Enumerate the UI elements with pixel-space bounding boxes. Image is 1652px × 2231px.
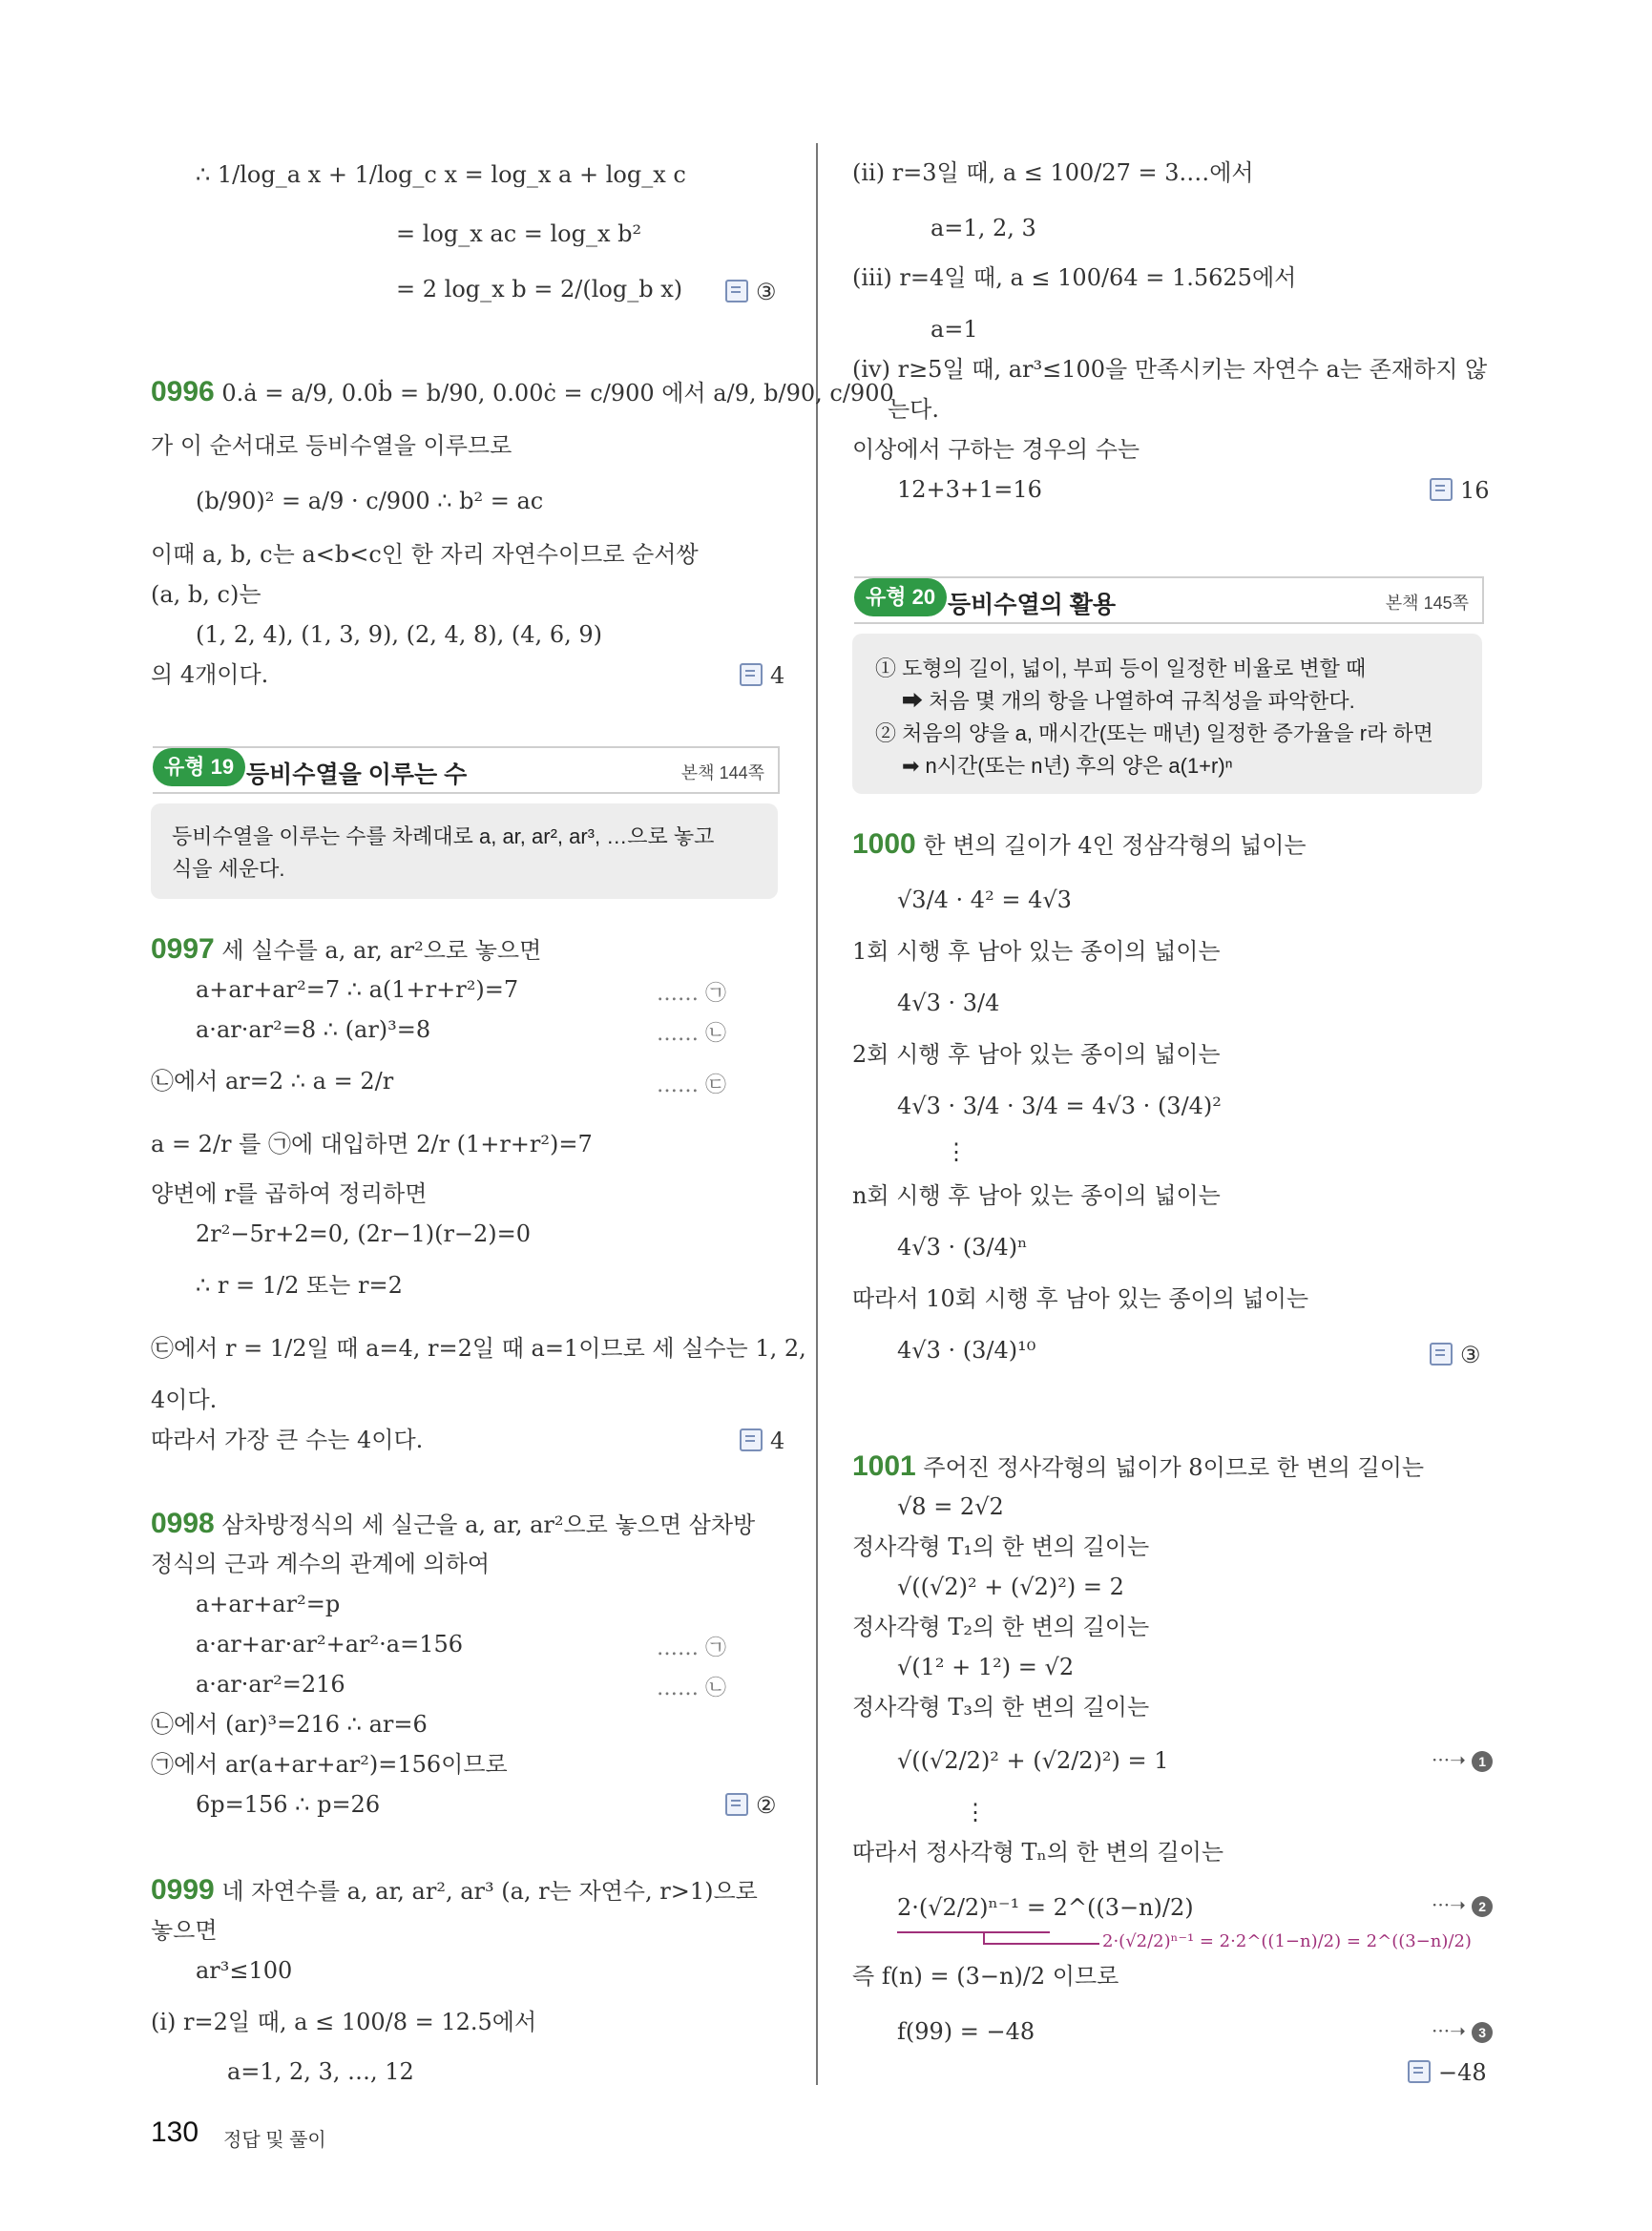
solution-line: (a, b, c)는	[151, 581, 261, 608]
solution-line: 양변에 r를 곱하여 정리하면	[151, 1180, 428, 1207]
problem-0999-line: 0999 네 자연수를 a, ar, ar², ar³ (a, r는 자연수, r>1)으로	[151, 1874, 758, 1906]
problem-number: 0997	[151, 933, 215, 965]
answer-mark: 4	[740, 660, 784, 689]
solution-line: 6p=156 ∴ p=26	[196, 1791, 381, 1818]
type-reference: 본책 144쪽	[680, 763, 764, 782]
solution-line: f(99) = −48	[897, 2018, 1035, 2045]
solution-line: 따라서 정사각형 Tₙ의 한 변의 길이는	[852, 1839, 1224, 1866]
solution-line: 12+3+1=16	[897, 476, 1042, 503]
solution-line: a+ar+ar²=p	[196, 1591, 341, 1617]
answer-icon	[725, 280, 748, 302]
solution-line: (i) r=2일 때, a ≤ 100/8 = 12.5에서	[151, 2009, 537, 2035]
solution-line: 4√3 · (3/4)ⁿ	[897, 1234, 1028, 1261]
solution-line: 4√3 · 3/4 · 3/4 = 4√3 · (3/4)²	[897, 1093, 1222, 1119]
problem-0996-line: 0996 0.ȧ = a/9, 0.0ḃ = b/90, 0.00ċ = c/900 에서 a/9, b/90, c/900	[151, 376, 894, 407]
solution-line: ㉠에서 ar(a+ar+ar²)=156이므로	[151, 1751, 508, 1778]
equation-mark: …… ㉠	[657, 1637, 726, 1660]
problem-number: 0998	[151, 1508, 215, 1539]
step-marker: ···➝ 1	[1432, 1748, 1493, 1772]
solution-line: ㉡에서 ar=2 ∴ a = 2/r	[151, 1068, 394, 1095]
equation-mark: …… ㉡	[657, 1022, 726, 1046]
solution-line: a=1, 2, 3, …, 12	[227, 2058, 414, 2085]
tip-line: ① 도형의 길이, 넓이, 부피 등이 일정한 비율로 변할 때	[875, 657, 1367, 680]
answer-icon	[740, 663, 763, 686]
tip-line: 등비수열을 이루는 수를 차례대로 a, ar, ar², ar³, …으로 놓고	[172, 824, 715, 848]
answer-mark: −48	[1408, 2057, 1487, 2086]
solution-line: 이상에서 구하는 경우의 수는	[852, 436, 1140, 463]
solution-line: a+ar+ar²=7 ∴ a(1+r+r²)=7	[196, 976, 519, 1003]
solution-line: 4√3 · 3/4	[897, 990, 1000, 1016]
solution-line: √(1² + 1²) = √2	[897, 1654, 1075, 1680]
answer-mark: ②	[725, 1790, 777, 1819]
solution-line: (iii) r=4일 때, a ≤ 100/64 = 1.5625에서	[852, 264, 1297, 291]
tip-line: ② 처음의 양을 a, 매시간(또는 매년) 일정한 증가율을 r라 하면	[875, 721, 1433, 745]
solution-line: √((√2/2)² + (√2/2)²) = 1	[897, 1747, 1169, 1774]
problem-1001-line: 1001 주어진 정사각형의 넓이가 8이므로 한 변의 길이는	[852, 1450, 1425, 1482]
problem-0998-line: 0998 삼차방정식의 세 실근을 a, ar, ar²으로 놓으면 삼차방	[151, 1508, 756, 1539]
solution-line: 놓으면	[151, 1917, 218, 1944]
solution-line: 4이다.	[151, 1387, 218, 1413]
solution-line: 가 이 순서대로 등비수열을 이루므로	[151, 432, 512, 459]
problem-number: 0996	[151, 376, 215, 407]
type-badge: 유형 20	[854, 578, 947, 616]
tip-line: 식을 세운다.	[172, 857, 285, 881]
column-divider	[816, 143, 818, 2085]
answer-icon	[1430, 478, 1453, 501]
step-marker: ···➝ 3	[1432, 2019, 1493, 2043]
equation-mark: …… ㉡	[657, 1677, 726, 1700]
answer-icon	[1408, 2060, 1431, 2083]
solution-line: (iv) r≥5일 때, ar³≤100을 만족시키는 자연수 a는 존재하지 않	[852, 356, 1488, 383]
solution-line: 이때 a, b, c는 a<b<c인 한 자리 자연수이므로 순서쌍	[151, 541, 699, 568]
page-number: 130	[151, 2116, 199, 2148]
eq-line: = 2 log_x b = 2/(log_b x)	[396, 276, 683, 302]
type-19-tip-box	[151, 803, 778, 899]
solution-line: 따라서 10회 시행 후 남아 있는 종이의 넓이는	[852, 1285, 1309, 1312]
answer-mark: 16	[1430, 475, 1490, 504]
solution-line: (1, 2, 4), (1, 3, 9), (2, 4, 8), (4, 6, 9)	[196, 621, 602, 648]
answer-icon	[725, 1793, 748, 1816]
tip-line: ➡ n시간(또는 n년) 후의 양은 a(1+r)ⁿ	[902, 754, 1233, 778]
problem-0997-line: 0997 세 실수를 a, ar, ar²으로 놓으면	[151, 933, 542, 965]
solution-line: 2r²−5r+2=0, (2r−1)(r−2)=0	[196, 1220, 532, 1247]
solution-line: √((√2)² + (√2)²) = 2	[897, 1574, 1124, 1600]
problem-number: 0999	[151, 1874, 215, 1906]
solution-line: 따라서 가장 큰 수는 4이다.	[151, 1427, 424, 1453]
solution-line: a·ar+ar·ar²+ar²·a=156	[196, 1631, 464, 1658]
problem-number: 1000	[852, 828, 916, 860]
answer-mark: ③	[1430, 1340, 1481, 1368]
solution-line: 2·(√2/2)ⁿ⁻¹ = 2^((3−n)/2)	[897, 1894, 1194, 1921]
type-20-tip-box	[852, 634, 1482, 794]
page-label: 정답 및 풀이	[223, 2130, 326, 2151]
answer-mark: 4	[740, 1426, 784, 1454]
solution-line: ㉡에서 (ar)³=216 ∴ ar=6	[151, 1711, 428, 1738]
type-badge: 유형 19	[153, 748, 245, 786]
solution-line: 2회 시행 후 남아 있는 종이의 넓이는	[852, 1041, 1221, 1068]
margin-note: 2·(√2/2)ⁿ⁻¹ = 2·2^((1−n)/2) = 2^((3−n)/2)	[1102, 1931, 1472, 1951]
type-20-header	[854, 576, 1484, 624]
ellipsis: ⋮	[964, 1799, 987, 1825]
solution-line: a = 2/r 를 ㉠에 대입하면 2/r (1+r+r²)=7	[151, 1131, 593, 1157]
solution-line: a·ar·ar²=216	[196, 1671, 345, 1698]
solution-line: a·ar·ar²=8 ∴ (ar)³=8	[196, 1016, 431, 1043]
solution-line: 4√3 · (3/4)¹⁰	[897, 1337, 1036, 1364]
ellipsis: ⋮	[945, 1138, 968, 1165]
type-reference: 본책 145쪽	[1385, 594, 1469, 613]
solution-line: ∴ r = 1/2 또는 r=2	[196, 1272, 403, 1299]
solution-line: 정사각형 T₃의 한 변의 길이는	[852, 1694, 1150, 1720]
eq-line: = log_x ac = log_x b²	[396, 220, 642, 247]
solution-line: 정식의 근과 계수의 관계에 의하여	[151, 1551, 491, 1577]
solution-line: 의 4개이다.	[151, 661, 269, 688]
solution-line: (ii) r=3일 때, a ≤ 100/27 = 3.…에서	[852, 159, 1254, 186]
type-19-header	[153, 746, 780, 794]
solution-line: √3/4 · 4² = 4√3	[897, 886, 1072, 913]
solution-line: ar³≤100	[196, 1957, 293, 1984]
note-connector	[983, 1933, 1099, 1945]
step-marker: ···➝ 2	[1432, 1893, 1493, 1917]
solution-line: √8 = 2√2	[897, 1493, 1004, 1520]
problem-number: 1001	[852, 1450, 916, 1482]
solution-line: n회 시행 후 남아 있는 종이의 넓이는	[852, 1182, 1221, 1209]
type-title: 등비수열을 이루는 수	[246, 761, 468, 788]
solution-line: 는다.	[888, 396, 939, 423]
solution-line: a=1	[931, 316, 978, 343]
solution-line: a=1, 2, 3	[931, 215, 1036, 241]
solution-line: 즉 f(n) = (3−n)/2 이므로	[852, 1963, 1119, 1990]
equation-mark: …… ㉢	[657, 1074, 726, 1097]
eq-line: ∴ 1/log_a x + 1/log_c x = log_x a + log_x c	[196, 161, 686, 188]
answer-icon	[1430, 1343, 1453, 1366]
solution-line: 정사각형 T₁의 한 변의 길이는	[852, 1533, 1150, 1560]
answer-icon	[740, 1428, 763, 1451]
solution-line: ㉢에서 r = 1/2일 때 a=4, r=2일 때 a=1이므로 세 실수는 1, 2,	[151, 1335, 806, 1362]
solution-line: 정사각형 T₂의 한 변의 길이는	[852, 1614, 1150, 1640]
tip-line: ➡ 처음 몇 개의 항을 나열하여 규칙성을 파악한다.	[902, 689, 1355, 713]
answer-mark: ③	[725, 277, 777, 305]
solution-line: 1회 시행 후 남아 있는 종이의 넓이는	[852, 938, 1221, 965]
solution-line: (b/90)² = a/9 · c/900 ∴ b² = ac	[196, 488, 544, 514]
problem-1000-line: 1000 한 변의 길이가 4인 정삼각형의 넓이는	[852, 828, 1307, 860]
type-title: 등비수열의 활용	[948, 592, 1116, 618]
equation-mark: …… ㉠	[657, 982, 726, 1006]
